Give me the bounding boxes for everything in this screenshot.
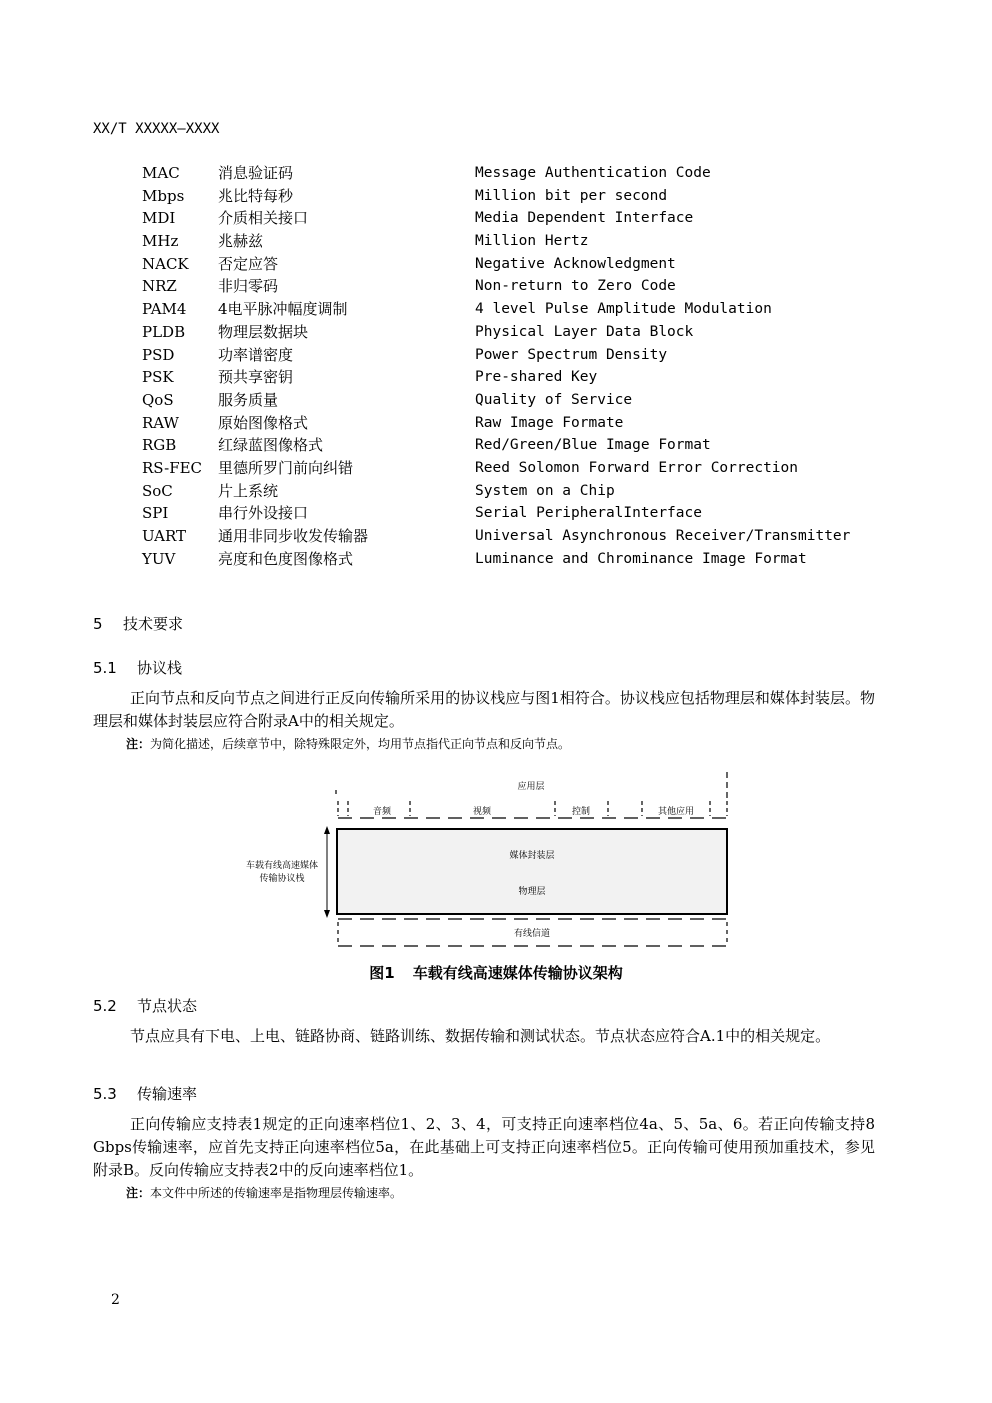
abbreviation-chinese: 服务质量 xyxy=(218,390,279,409)
control-label: 控制 xyxy=(571,807,591,817)
abbreviation-chinese: 4电平脉冲幅度调制 xyxy=(218,300,348,319)
section-5-1-paragraph: 正向节点和反向节点之间进行正反向传输所采用的协议栈应与图1相符合。协议栈应包括物理层和媒体封装层。物理层和媒体封装层应符合附录A中的相关规定。 xyxy=(93,689,875,730)
abbreviation-english: Universal Asynchronous Receiver/Transmitter xyxy=(475,528,851,544)
abbreviation-english: Media Dependent Interface xyxy=(475,210,694,227)
section-5-heading xyxy=(93,613,183,634)
abbreviation-chinese: 里德所罗门前向纠错 xyxy=(218,458,354,477)
abbreviation-row xyxy=(142,389,902,412)
abbreviation-chinese: 通用非同步收发传输器 xyxy=(218,527,369,545)
abbreviation-english: Red/Green/Blue Image Format xyxy=(475,437,711,454)
abbreviation-term: MAC xyxy=(142,164,180,182)
abbreviation-term: NRZ xyxy=(142,277,177,296)
section-5-3-paragraph: 正向传输应支持表1规定的正向速率档位1、2、3、4，可支持正向速率档位4a、5、5a、6。若正向传输支持8 Gbps传输速率，应首先支持正向速率档位5a，在此基础上可支持正向速率档位5。正向传输可使用预加重技术，参见附录B。反向传输应支持表2中的反向速率档位1。 xyxy=(93,1115,875,1179)
abbreviation-chinese: 物理层数据块 xyxy=(218,322,309,341)
abbreviation-english: Physical Layer Data Block xyxy=(475,323,694,340)
abbreviation-row xyxy=(142,412,902,435)
note-text: 为简化描述，后续章节中，除特殊限定外，均用节点指代正向节点和反向节点。 xyxy=(150,737,571,751)
abbreviation-row xyxy=(142,298,902,321)
abbreviation-row xyxy=(142,457,902,480)
abbreviation-term: Mbps xyxy=(142,186,185,205)
media-encapsulation-layer-label: 媒体封装层 xyxy=(509,851,555,861)
section-number: 5 xyxy=(93,615,103,633)
section-5-3-note xyxy=(126,1184,402,1201)
abbreviation-row xyxy=(142,548,902,571)
abbreviation-english: Reed Solomon Forward Error Correction xyxy=(475,459,799,476)
abbreviation-term: PSK xyxy=(142,368,174,387)
abbreviation-term: YUV xyxy=(142,549,176,568)
abbreviation-english: Million bit per second xyxy=(475,187,668,204)
physical-layer-label: 物理层 xyxy=(518,887,546,897)
abbreviation-chinese: 串行外设接口 xyxy=(218,504,309,523)
abbreviation-chinese: 兆赫兹 xyxy=(218,232,264,251)
abbreviation-term: SPI xyxy=(142,504,169,523)
abbreviation-chinese: 非归零码 xyxy=(218,277,279,296)
side-label-line-2: 传输协议栈 xyxy=(259,874,305,884)
abbreviation-english: System on a Chip xyxy=(475,482,615,499)
abbreviation-row xyxy=(142,321,902,344)
note-label: 注： xyxy=(126,1186,151,1200)
abbreviation-chinese: 亮度和色度图像格式 xyxy=(218,549,354,568)
section-title: 协议栈 xyxy=(137,659,183,677)
page-number: 2 xyxy=(111,1292,120,1308)
abbreviation-row xyxy=(142,162,902,185)
section-number: 5.2 xyxy=(93,997,117,1015)
abbreviation-english: Non-return to Zero Code xyxy=(475,278,676,295)
wired-channel-label: 有线信道 xyxy=(513,929,551,939)
abbreviation-row xyxy=(142,275,902,298)
abbreviation-term: MDI xyxy=(142,209,176,228)
app-layer-label: 应用层 xyxy=(517,782,545,792)
abbreviation-term: MHz xyxy=(142,232,179,251)
other-app-label: 其他应用 xyxy=(657,807,695,817)
abbreviation-english: Raw Image Formate xyxy=(475,414,624,431)
abbreviation-row xyxy=(142,344,902,367)
abbreviation-chinese: 片上系统 xyxy=(218,481,279,500)
abbreviation-row xyxy=(142,207,902,230)
section-number: 5.3 xyxy=(93,1085,117,1103)
abbreviation-chinese: 介质相关接口 xyxy=(218,209,309,228)
section-5-2-paragraph: 节点应具有下电、上电、链路协商、链路训练、数据传输和测试状态。节点状态应符合A.1中的相关规定。 xyxy=(130,1027,831,1045)
abbreviation-term: PAM4 xyxy=(142,300,187,319)
side-label-line-1: 车载有线高速媒体 xyxy=(245,861,319,871)
abbreviation-english: Message Authentication Code xyxy=(475,165,711,181)
abbreviation-row xyxy=(142,230,902,253)
abbreviation-row xyxy=(142,502,902,525)
section-5-1-heading xyxy=(93,657,182,678)
section-title: 传输速率 xyxy=(137,1085,198,1103)
section-5-3-heading xyxy=(93,1083,197,1104)
section-5-2-heading xyxy=(93,995,197,1016)
abbreviation-term: RGB xyxy=(142,436,177,455)
abbreviation-chinese: 功率谱密度 xyxy=(218,345,294,364)
abbreviation-english: Luminance and Chrominance Image Format xyxy=(475,550,807,567)
section-number: 5.1 xyxy=(93,659,117,677)
abbreviation-english: Quality of Service xyxy=(475,391,633,408)
abbreviation-chinese: 原始图像格式 xyxy=(218,413,309,432)
note-text: 本文件中所述的传输速率是指物理层传输速率。 xyxy=(150,1186,403,1200)
abbreviation-row xyxy=(142,480,902,503)
abbreviation-chinese: 红绿蓝图像格式 xyxy=(218,436,324,455)
abbreviation-chinese: 预共享密钥 xyxy=(218,368,294,387)
abbreviation-term: UART xyxy=(142,527,187,545)
abbreviation-row xyxy=(142,434,902,457)
abbreviation-english: Power Spectrum Density xyxy=(475,346,668,363)
abbreviation-english: Million Hertz xyxy=(475,233,589,250)
abbreviation-list xyxy=(142,162,902,570)
abbreviation-chinese: 否定应答 xyxy=(218,254,279,273)
figure-title: 车载有线高速媒体传输协议架构 xyxy=(412,964,623,982)
section-title: 技术要求 xyxy=(123,615,184,633)
figure-caption xyxy=(0,962,992,983)
abbreviation-english: 4 level Pulse Amplitude Modulation xyxy=(475,301,772,318)
abbreviation-row xyxy=(142,525,902,548)
abbreviation-term: NACK xyxy=(142,254,189,273)
abbreviation-row xyxy=(142,366,902,389)
figure-number: 图1 xyxy=(369,964,395,982)
audio-label: 音频 xyxy=(372,807,392,817)
abbreviation-term: PSD xyxy=(142,345,175,364)
abbreviation-term: RS-FEC xyxy=(142,458,203,477)
abbreviation-english: Pre-shared Key xyxy=(475,369,598,386)
section-title: 节点状态 xyxy=(137,997,198,1015)
document-header: XX/T XXXXX—XXXX xyxy=(93,121,220,137)
abbreviation-row xyxy=(142,185,902,208)
section-5-1-note xyxy=(126,735,570,752)
abbreviation-chinese: 消息验证码 xyxy=(218,164,294,182)
abbreviation-term: RAW xyxy=(142,413,179,432)
abbreviation-term: QoS xyxy=(142,390,174,409)
abbreviation-term: SoC xyxy=(142,481,173,500)
protocol-stack-figure xyxy=(230,768,740,953)
abbreviation-chinese: 兆比特每秒 xyxy=(218,186,294,205)
note-label: 注： xyxy=(126,737,151,751)
abbreviation-row xyxy=(142,253,902,276)
abbreviation-term: PLDB xyxy=(142,322,186,341)
abbreviation-english: Serial PeripheralInterface xyxy=(475,505,702,522)
video-label: 视频 xyxy=(472,807,492,817)
abbreviation-english: Negative Acknowledgment xyxy=(475,255,676,272)
